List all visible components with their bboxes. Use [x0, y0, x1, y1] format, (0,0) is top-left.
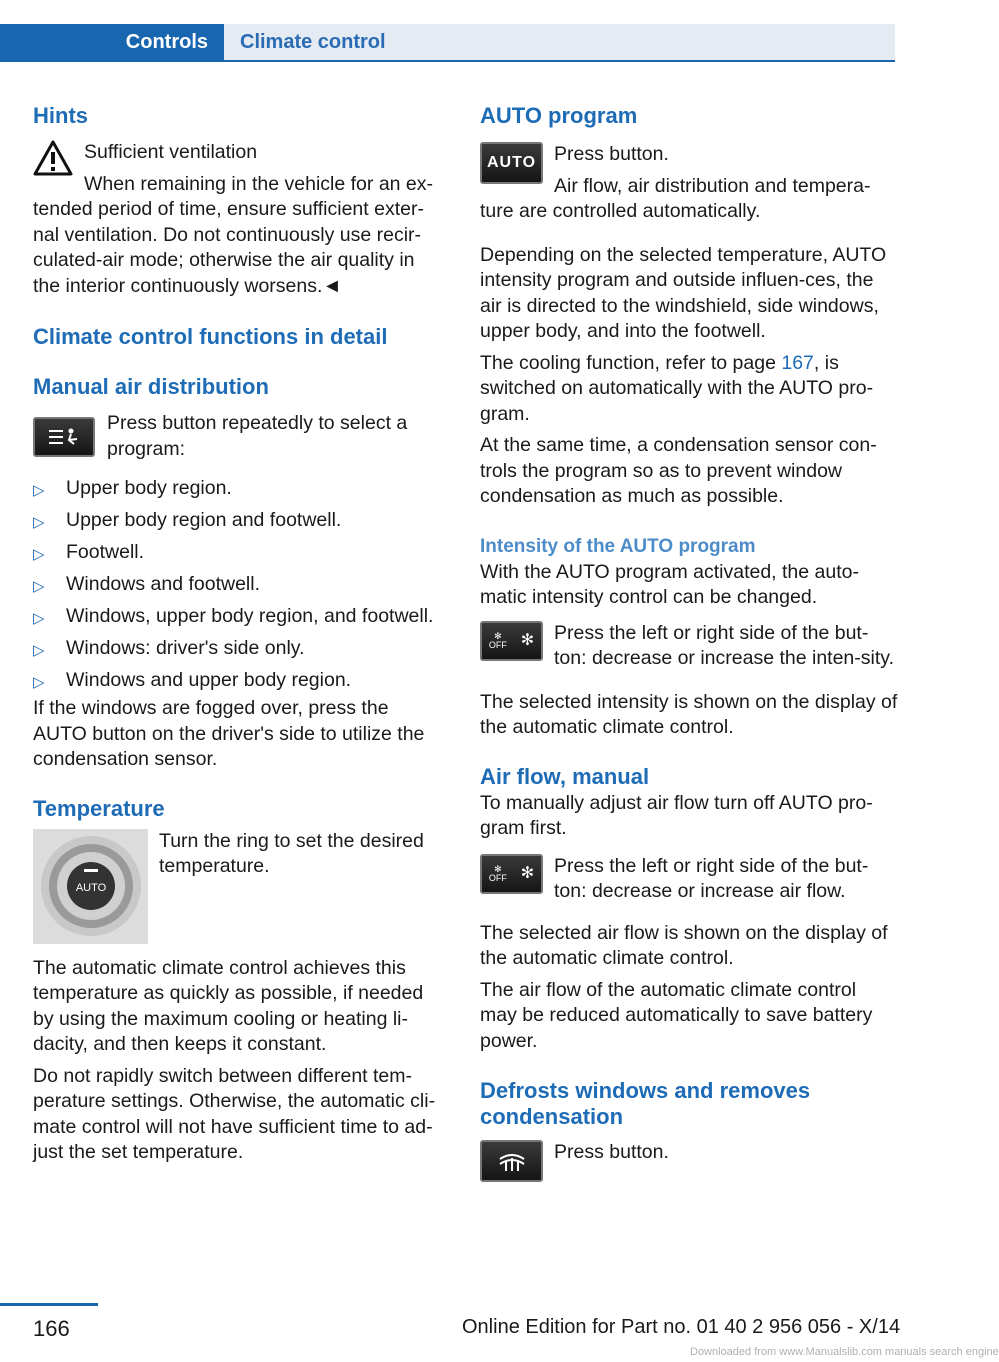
fan-icon: ✻: [520, 864, 535, 882]
auto-press: Press button.: [554, 143, 669, 165]
warning-line1: When remaining in the vehicle for an ex-: [84, 172, 434, 195]
list-item: ▷ Windows, upper body region, and footwell.: [33, 604, 445, 636]
page-header: [0, 24, 895, 62]
airflow-text: To manually adjust air flow turn off AUTO pro-gram first.: [480, 791, 873, 839]
bullet-icon: ▷: [33, 514, 45, 531]
temperature-heading: Temperature: [33, 795, 165, 821]
knob-auto-label: AUTO: [75, 882, 106, 894]
airflow-heading: Air flow, manual: [480, 763, 650, 789]
list-item: ▷ Footwell.: [33, 540, 445, 572]
temperature-block: [33, 829, 445, 944]
air-distribution-button: [33, 417, 95, 457]
defrost-press: Press button.: [554, 1141, 669, 1163]
defrost-block: [480, 1140, 898, 1166]
bullet-icon: ▷: [33, 610, 45, 627]
airflow-block: [480, 854, 898, 905]
edition-text: Online Edition for Part no. 01 40 2 956 056 - X/14: [462, 1316, 901, 1338]
section-tab: Controls: [0, 24, 224, 60]
fan-off-icon: ✻ OFF: [488, 630, 507, 650]
manual-block: [33, 411, 445, 462]
manual-heading: Manual air distribution: [33, 374, 269, 399]
manual-text: Press button repeatedly to select a program:: [107, 412, 408, 460]
intensity-text: With the AUTO program activated, the auto-matic intensity control can be changed.: [480, 560, 859, 608]
intensity-display: The selected intensity is shown on the display of the automatic climate control.: [480, 690, 898, 738]
bullet-icon: ▷: [33, 482, 45, 499]
intensity-button-text: Press the left or right side of the but-ton: decrease or increase the inten-sity.: [554, 621, 894, 669]
warning-text: tended period of time, ensure sufficient exter-nal ventilation. Do not continuously use recir-culated-air mode; otherwise the air quality in the interior continuously worsens.◄: [33, 198, 424, 297]
airflow-battery: The air flow of the automatic climate control may be reduced automatically to save battery power.: [480, 978, 873, 1052]
bullet-icon: ▷: [33, 674, 45, 691]
list-item: ▷ Windows: driver's side only.: [33, 636, 445, 668]
hints-heading: Hints: [33, 103, 88, 128]
defrost-icon: [497, 1149, 527, 1173]
list-item: ▷ Windows and footwell.: [33, 572, 445, 604]
bullet-icon: ▷: [33, 578, 45, 595]
airflow-button-text: Press the left or right side of the but-ton: decrease or increase air flow.: [554, 854, 869, 902]
right-column: [480, 102, 898, 1182]
fogged-text: If the windows are fogged over, press the AUTO button on the driver's side to utilize the condensation sensor.: [33, 697, 425, 770]
defrost-button: [480, 1140, 543, 1182]
watermark: Downloaded from www.Manualslib.com manuals search engine: [690, 1346, 999, 1358]
header-rule: [0, 60, 895, 62]
auto-description: Air flow, air distribution and tempera-ture are controlled automatically.: [480, 174, 871, 222]
defrost-heading: Defrosts windows and removes condensation: [480, 1078, 811, 1129]
page-number: 166: [33, 1316, 70, 1341]
footer-rule: [0, 1303, 98, 1306]
list-item: ▷ Upper body region and footwell.: [33, 508, 445, 540]
auto-block: [480, 142, 898, 225]
warning-title: Sufficient ventilation: [84, 141, 258, 163]
auto-p3: At the same time, a condensation sensor con-trols the program so as to prevent window condensation as much as possible.: [480, 434, 877, 507]
auto-button-label: AUTO: [486, 154, 537, 172]
warning-block: [33, 140, 445, 299]
intensity-button: [480, 621, 543, 661]
chapter-tab: Climate control: [224, 24, 895, 60]
fan-off-icon: ✻ OFF: [488, 863, 507, 883]
temperature-p1: The automatic climate control achieves this temperature as quickly as possible, if needed by using the maximum cooling or heating li-dacity, and then keeps it constant.: [33, 956, 424, 1055]
list-item: ▷ Windows and upper body region.: [33, 668, 445, 700]
page-link[interactable]: 167: [781, 351, 814, 374]
temperature-text: Turn the ring to set the desired temperature.: [159, 829, 424, 877]
temperature-knob-image: [33, 829, 148, 944]
functions-heading: Climate control functions in detail: [33, 324, 388, 349]
auto-p1: Depending on the selected temperature, AUTO intensity program and outside influen-ces, the air is directed to the windshield, side windows, upper body, and into the footwell.: [480, 243, 887, 342]
air-distribution-icon: [47, 426, 81, 448]
bullet-icon: ▷: [33, 546, 45, 563]
intensity-heading: Intensity of the AUTO program: [480, 535, 756, 557]
bullet-icon: ▷: [33, 642, 45, 659]
program-list: [33, 476, 445, 700]
intensity-block: [480, 621, 898, 672]
airflow-display: The selected air flow is shown on the display of the automatic climate control.: [480, 921, 888, 969]
fan-icon: ✻: [520, 631, 535, 649]
left-column: [33, 102, 445, 1166]
list-item: ▷ Upper body region.: [33, 476, 445, 508]
auto-p2: The cooling function, refer to page 167, is switched on automatically with the AUTO pro-gram.: [480, 351, 874, 425]
temperature-p2: Do not rapidly switch between different tem-perature settings. Otherwise, the automatic cli-mate control will not have sufficient time to ad-just the set temperature.: [33, 1064, 436, 1163]
warning-icon: [33, 140, 73, 184]
auto-heading: AUTO program: [480, 103, 638, 128]
auto-button: [480, 142, 543, 184]
airflow-button: [480, 854, 543, 894]
